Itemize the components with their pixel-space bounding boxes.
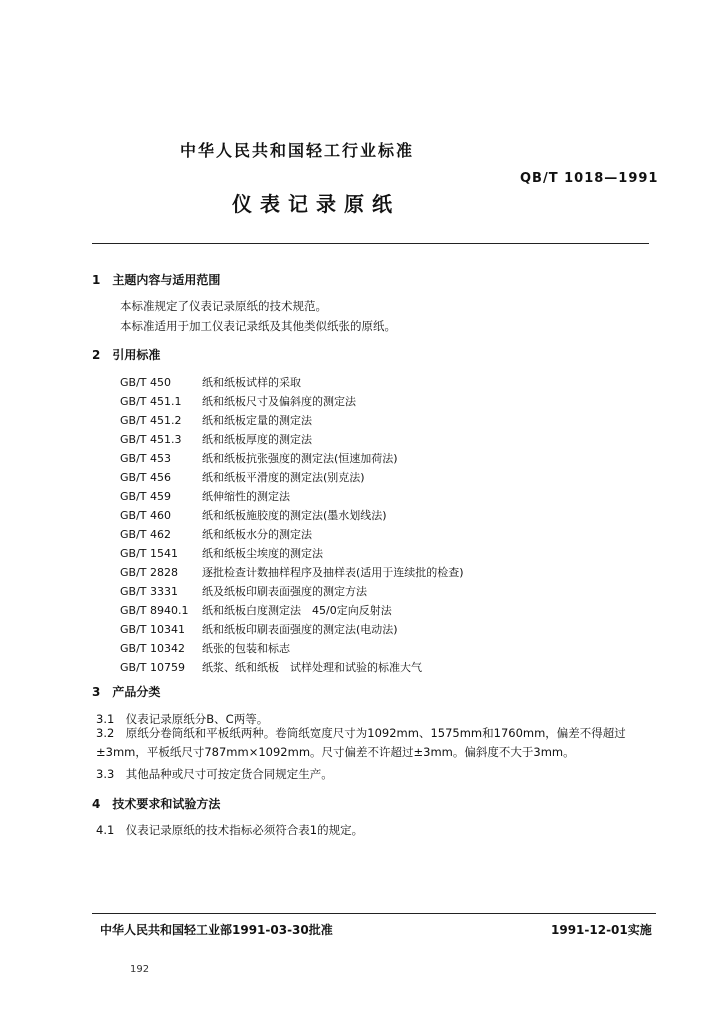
reference-code: GB/T 2828 [120,566,178,579]
reference-title: 纸和纸板厚度的测定法 [202,433,312,446]
reference-item [120,449,464,468]
reference-code: GB/T 459 [120,490,171,503]
reference-item [120,487,464,506]
page-number: 192 [130,964,150,975]
section-3-1-text: 3.1 仪表记录原纸分B、C两等。 [96,712,269,726]
section-2-heading: 2 引用标准 [92,348,161,362]
reference-item [120,658,464,677]
section-1-paragraph-1: 本标准规定了仪表记录原纸的技术规范。 [120,299,327,313]
section-1-heading: 1 主题内容与适用范围 [92,273,221,287]
reference-code: GB/T 462 [120,528,171,541]
reference-code: GB/T 451.1 [120,395,182,408]
footer-rule [92,913,656,914]
reference-code: GB/T 450 [120,376,171,389]
reference-item [120,582,464,601]
section-3-3-text: 3.3 其他品种或尺寸可按定货合同规定生产。 [96,767,333,781]
reference-title: 纸和纸板尺寸及偏斜度的测定法 [202,395,356,408]
reference-title: 逐批检查计数抽样程序及抽样表(适用于连续批的检查) [202,566,464,579]
reference-item [120,430,464,449]
reference-item [120,601,464,620]
reference-code: GB/T 8940.1 [120,604,189,617]
reference-item [120,411,464,430]
approval-note: 中华人民共和国轻工业部1991-03-30批准 [100,923,333,937]
reference-item [120,620,464,639]
header-rule [92,243,649,244]
section-3-heading: 3 产品分类 [92,685,161,699]
reference-item [120,639,464,658]
reference-title: 纸伸缩性的测定法 [202,490,290,503]
reference-item [120,392,464,411]
reference-list [120,373,464,677]
document-title: 仪表记录原纸 [232,192,400,216]
effective-date: 1991-12-01实施 [551,923,652,937]
reference-title: 纸和纸板印刷表面强度的测定法(电动法) [202,623,398,636]
reference-item [120,544,464,563]
section-3-2-text: 3.2 原纸分卷筒纸和平板纸两种。卷筒纸宽度尺寸为1092mm、1575mm和1760mm，偏差不得超过±3mm，平板纸尺寸787mm×1092mm。尺寸偏差不许超过±3mm。偏斜度不大于3mm。 [96,726,626,759]
reference-title: 纸和纸板定量的测定法 [202,414,312,427]
reference-title: 纸和纸板施胶度的测定法(墨水划线法) [202,509,387,522]
reference-code: GB/T 460 [120,509,171,522]
org-title: 中华人民共和国轻工行业标准 [180,141,415,160]
section-4-heading: 4 技术要求和试验方法 [92,797,221,811]
reference-code: GB/T 10341 [120,623,185,636]
reference-title: 纸和纸板平滑度的测定法(别克法) [202,471,365,484]
reference-code: GB/T 451.3 [120,433,182,446]
section-4-1-text: 4.1 仪表记录原纸的技术指标必须符合表1的规定。 [96,823,364,837]
reference-code: GB/T 3331 [120,585,178,598]
reference-title: 纸和纸板白度测定法 45/0定向反射法 [202,604,392,617]
reference-title: 纸浆、纸和纸板 试样处理和试验的标准大气 [202,661,422,674]
section-1-paragraph-2: 本标准适用于加工仪表记录纸及其他类似纸张的原纸。 [120,319,396,333]
reference-item [120,468,464,487]
reference-title: 纸和纸板水分的测定法 [202,528,312,541]
reference-code: GB/T 1541 [120,547,178,560]
reference-title: 纸和纸板试样的采取 [202,376,301,389]
reference-title: 纸张的包装和标志 [202,642,290,655]
reference-title: 纸及纸板印刷表面强度的测定方法 [202,585,367,598]
standard-code: QB/T 1018—1991 [520,171,659,186]
reference-item [120,506,464,525]
reference-title: 纸和纸板尘埃度的测定法 [202,547,323,560]
reference-item [120,373,464,392]
reference-code: GB/T 453 [120,452,171,465]
reference-code: GB/T 451.2 [120,414,182,427]
reference-title: 纸和纸板抗张强度的测定法(恒速加荷法) [202,452,398,465]
reference-code: GB/T 456 [120,471,171,484]
reference-item [120,525,464,544]
reference-code: GB/T 10342 [120,642,185,655]
reference-item [120,563,464,582]
reference-code: GB/T 10759 [120,661,185,674]
